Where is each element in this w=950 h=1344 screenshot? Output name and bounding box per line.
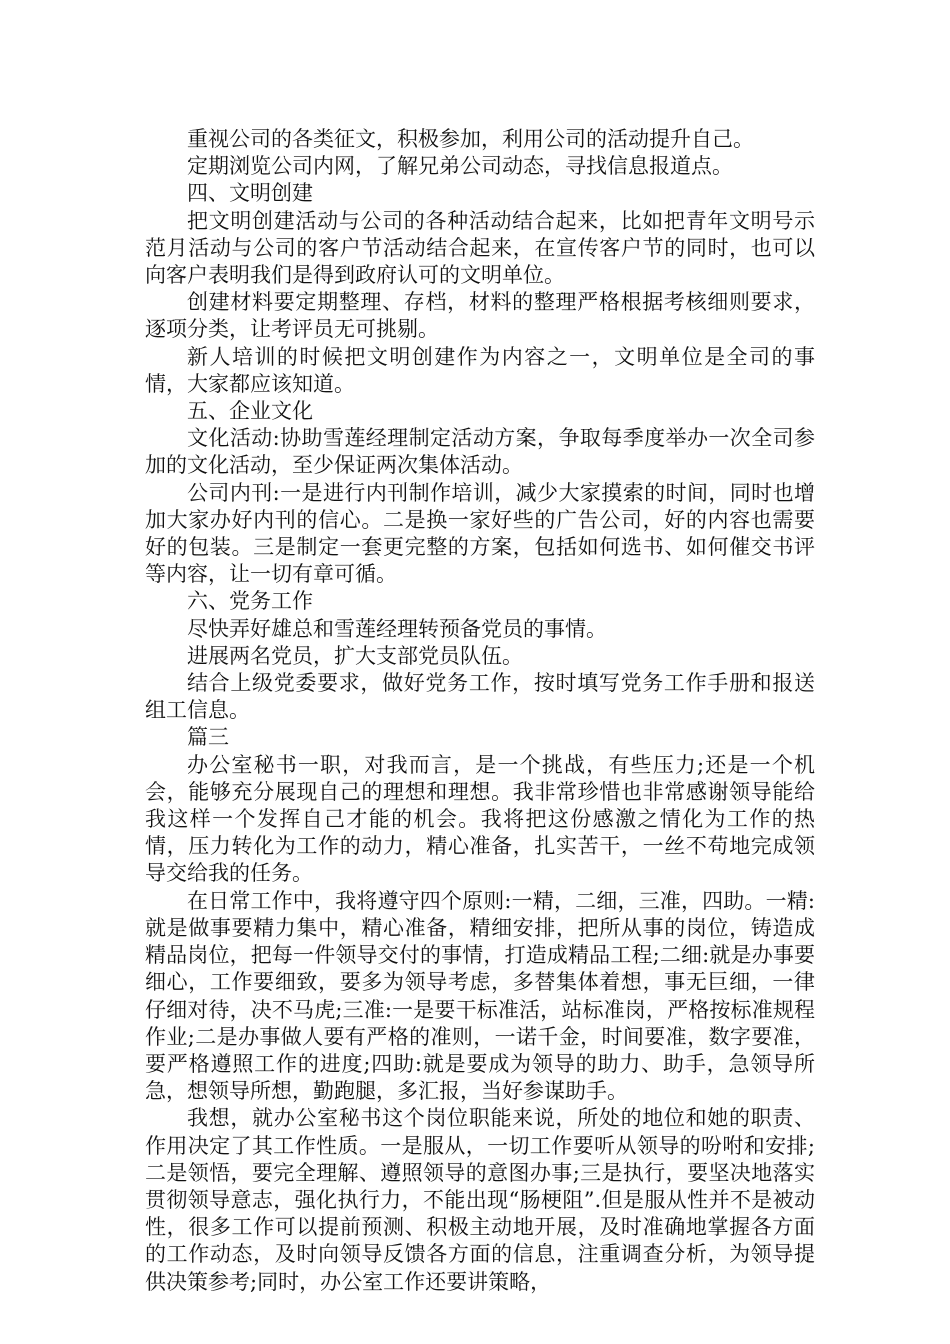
section-heading: 四、文明创建	[187, 181, 313, 206]
paragraph: 定期浏览公司内网，了解兄弟公司动态，寻找信息报道点。	[187, 154, 733, 179]
paragraph: 在日常工作中，我将遵守四个原则:一精，二细，三准，四助。一精:就是做事要精力集中，精心准备，精细安排，把所从事的岗位，铸造成精品岗位，把每一件领导交付的事情，打造成精品工程;二细:就是办事要细心，工作要细致，要多为领导考虑，多替集体着想，事无巨细，一律仔细对待，决不马虎;三准:一是要干标准活，站标准岗，严格按标准规程作业;二是办事做人要有严格的准则，一诺千金，时间要准，数字要准，要严格遵照工作的进度;四助:就是要成为领导的助力、助手，急领导所急，想领导所想，勤跑腿，多汇报，当好参谋助手。	[145, 888, 815, 1104]
paragraph: 公司内刊:一是进行内刊制作培训，减少大家摸索的时间，同时也增加大家办好内刊的信心。二是换一家好些的广告公司，好的内容也需要好的包装。三是制定一套更完整的方案，包括如何选书、如何催交书评等内容，让一切有章可循。	[145, 480, 815, 587]
paragraph: 文化活动:协助雪莲经理制定活动方案，争取每季度举办一次全司参加的文化活动，至少保证两次集体活动。	[145, 426, 815, 478]
paragraph: 进展两名党员，扩大支部党员队伍。	[187, 643, 523, 668]
paragraph: 创建材料要定期整理、存档，材料的整理严格根据考核细则要求，逐项分类，让考评员无可挑剔。	[145, 290, 815, 342]
paragraph: 尽快弄好雄总和雪莲经理转预备党员的事情。	[187, 616, 607, 641]
section-heading: 五、企业文化	[187, 399, 313, 424]
document-page	[145, 126, 815, 1296]
paragraph: 我想，就办公室秘书这个岗位职能来说，所处的地位和她的职责、作用决定了其工作性质。一是服从，一切工作要听从领导的吩咐和安排;二是领悟，要完全理解、遵照领导的意图办事;三是执行，要坚决地落实贯彻领导意志，强化执行力，不能出现“肠梗阻”.但是服从性并不是被动性，很多工作可以提前预测、积极主动地开展，及时准确地掌握各方面的工作动态，及时向领导反馈各方面的信息，注重调查分析，为领导提供决策参考;同时，办公室工作还要讲策略，	[145, 1106, 815, 1294]
paragraph: 新人培训的时候把文明创建作为内容之一，文明单位是全司的事情，大家都应该知道。	[145, 344, 815, 396]
paragraph: 结合上级党委要求，做好党务工作，按时填写党务工作手册和报送组工信息。	[145, 671, 815, 723]
section-heading: 篇三	[187, 725, 229, 750]
paragraph: 办公室秘书一职，对我而言，是一个挑战，有些压力;还是一个机会，能够充分展现自己的理想和理想。我非常珍惜也非常感谢领导能给我这样一个发挥自己才能的机会。我将把这份感激之情化为工作的热情，压力转化为工作的动力，精心准备，扎实苦干，一丝不苟地完成领导交给我的任务。	[145, 752, 815, 886]
paragraph: 把文明创建活动与公司的各种活动结合起来，比如把青年文明号示范月活动与公司的客户节活动结合起来，在宣传客户节的同时，也可以向客户表明我们是得到政府认可的文明单位。	[145, 208, 815, 288]
section-heading: 六、党务工作	[187, 589, 313, 614]
paragraph: 重视公司的各类征文，积极参加，利用公司的活动提升自己。	[187, 127, 754, 151]
